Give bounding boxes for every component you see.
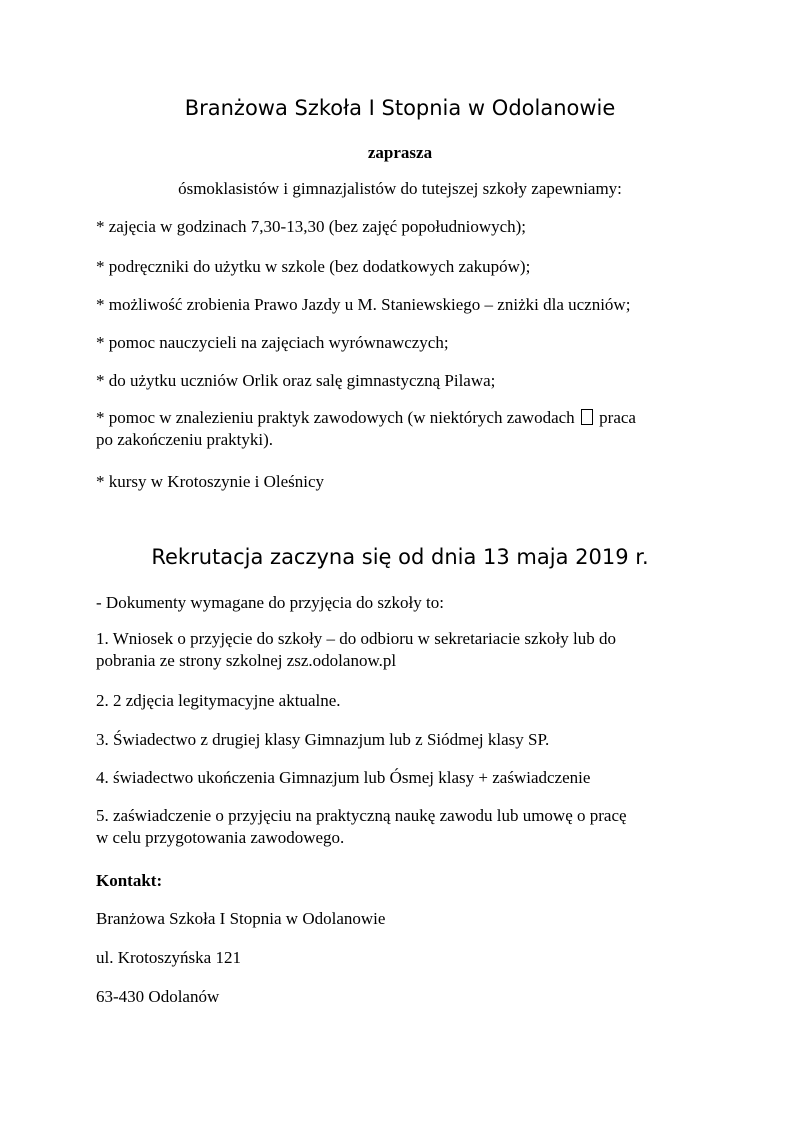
- document-item: [96, 628, 716, 672]
- recruitment-heading: Rekrutacja zaczyna się od dnia 13 maja 2019 r.: [151, 545, 649, 569]
- benefit-item: * kursy w Krotoszynie i Oleśnicy: [96, 472, 325, 491]
- document-line: 5. zaświadczenie o przyjęciu na praktyczną naukę zawodu lub umowę o pracę: [96, 806, 627, 825]
- documents-intro: - Dokumenty wymagane do przyjęcia do szkoły to:: [96, 593, 444, 612]
- benefit-item: * do użytku uczniów Orlik oraz salę gimnastyczną Pilawa;: [96, 371, 496, 390]
- document-line: w celu przygotowania zawodowego.: [96, 828, 345, 847]
- benefit-item-multiline: [96, 407, 716, 451]
- document-item: 3. Świadectwo z drugiej klasy Gimnazjum lub z Siódmej klasy SP.: [96, 730, 550, 749]
- benefit-item: * możliwość zrobienia Prawo Jazdy u M. Staniewskiego – zniżki dla uczniów;: [96, 295, 631, 314]
- document-line: 1. Wniosek o przyjęcie do szkoły – do odbioru w sekretariacie szkoły lub do: [96, 629, 616, 648]
- intro-text: ósmoklasistów i gimnazjalistów do tutejszej szkoły zapewniamy:: [178, 179, 622, 198]
- benefit-line: praca: [599, 408, 636, 427]
- benefit-item: * zajęcia w godzinach 7,30-13,30 (bez zajęć popołudniowych);: [96, 217, 527, 236]
- missing-glyph-icon: [581, 409, 593, 425]
- benefit-item: * podręczniki do użytku w szkole (bez dodatkowych zakupów);: [96, 257, 531, 276]
- invites-text: zaprasza: [367, 143, 433, 162]
- contact-name: Branżowa Szkoła I Stopnia w Odolanowie: [96, 909, 386, 928]
- contact-street: ul. Krotoszyńska 121: [96, 948, 241, 967]
- benefit-item: * pomoc nauczycieli na zajęciach wyrównawczych;: [96, 333, 449, 352]
- benefit-line: po zakończeniu praktyki).: [96, 430, 274, 449]
- benefit-line: * pomoc w znalezieniu praktyk zawodowych (w niektórych zawodach: [96, 408, 575, 427]
- document-item: 2. 2 zdjęcia legitymacyjne aktualne.: [96, 691, 341, 710]
- contact-city: 63-430 Odolanów: [96, 987, 220, 1006]
- school-title: Branżowa Szkoła I Stopnia w Odolanowie: [184, 96, 616, 120]
- contact-label: Kontakt:: [96, 871, 163, 890]
- document-item: 4. świadectwo ukończenia Gimnazjum lub Ósmej klasy + zaświadczenie: [96, 768, 591, 787]
- document-line: pobrania ze strony szkolnej zsz.odolanow.pl: [96, 651, 397, 670]
- document-item: [96, 805, 716, 849]
